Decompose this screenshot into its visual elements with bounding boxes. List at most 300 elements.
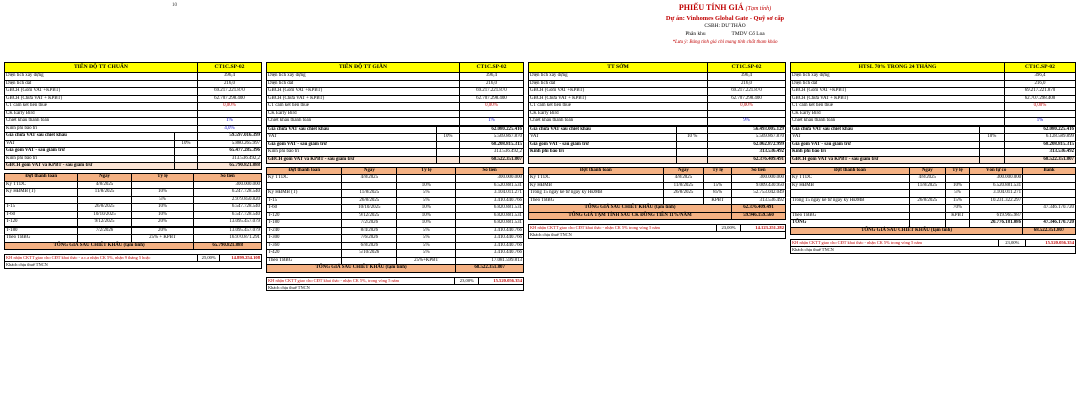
schedule-header-cell: Đợt thanh toán — [791, 168, 910, 175]
summary-label: Giá gồm VAT - sau giảm trừ — [529, 141, 677, 148]
schedule-cell: 8/4/2026 — [342, 227, 397, 234]
schedule-cell: 2.979.850.820 — [194, 196, 262, 203]
summary-label: VAT — [529, 134, 677, 141]
info-label: Kinh phí bảo trì — [5, 125, 198, 132]
schedule-cell: 10.231.322.297 — [970, 197, 1023, 204]
schedule-header-row — [267, 168, 524, 175]
table-row — [267, 257, 524, 264]
schedule-cell — [267, 182, 342, 189]
schedule-cell: 10/10/2025 — [78, 211, 131, 218]
info-row — [267, 80, 524, 87]
panel-title: HTSL 70% TRONG 24 THÁNG — [791, 63, 1005, 73]
extra-total-row — [529, 212, 786, 219]
info-value: 216,0 — [1004, 80, 1075, 87]
summary-label: Kinh phí bảo trì — [5, 155, 175, 162]
summary-row — [5, 148, 262, 155]
schedule-cell: 5% — [945, 190, 969, 197]
schedule-cell — [342, 182, 397, 189]
summary-row — [267, 134, 524, 141]
grand-total-row — [267, 265, 524, 272]
info-value: 396,4 — [459, 73, 523, 80]
schedule-cell: 10/10/2025 — [342, 205, 397, 212]
grand-total-row — [5, 242, 262, 249]
schedule-cell: 3.410.440.766 — [456, 197, 524, 204]
summary-label — [529, 156, 677, 163]
schedule-cell — [5, 196, 78, 203]
summary-value: 56.493.005.129 — [707, 126, 785, 133]
schedule-cell — [945, 220, 969, 227]
info-row — [5, 118, 262, 125]
schedule-cell: Trong 15 ngày kể từ ngày ký HĐMB — [529, 190, 664, 197]
mid-total-label: TỔNG GIÁ SAU CHIẾT KHẤU (tạm tính) — [529, 205, 732, 212]
summary-value: 68.522.351.807 — [1004, 156, 1075, 163]
summary-row — [5, 155, 262, 162]
table-row — [791, 205, 1076, 212]
summary-value: 62.376.409.491 — [707, 156, 785, 163]
schedule-cell: 6.547.728.540 — [194, 211, 262, 218]
footer-table — [790, 239, 1076, 254]
info-label: GBCH (Gồm VAT +KPBT) — [267, 88, 460, 95]
info-row — [791, 118, 1076, 125]
panel-title-row — [5, 63, 262, 73]
schedule-cell: 85% — [704, 190, 732, 197]
summary-row — [267, 141, 524, 148]
schedule-cell: 5% — [397, 190, 456, 197]
info-value: 0,00% — [459, 103, 523, 110]
summary-value: 65.477.285.396 — [197, 148, 261, 155]
panel-code: CT1C.SP-02 — [707, 63, 785, 73]
schedule-table — [790, 167, 1076, 235]
schedule-cell: KPBT — [704, 197, 732, 204]
footer-rate: 23,00% — [455, 277, 479, 284]
summary-row — [267, 126, 524, 133]
summary-value: 313.536.492 — [707, 149, 785, 156]
schedule-cell: 300.000.000 — [732, 175, 786, 182]
summary-label: VAT — [5, 140, 175, 147]
schedule-cell: Ký TTDC — [267, 175, 342, 182]
schedule-cell: T-15 — [267, 197, 342, 204]
schedule-header-row — [5, 174, 262, 181]
summary-rate — [437, 126, 460, 133]
schedule-cell: 15% — [704, 182, 732, 189]
schedule-cell: Ký HĐMB — [791, 182, 910, 189]
info-label: GBCH (Gồm VAT +KPBT) — [5, 88, 198, 95]
summary-value: 68.208.815.315 — [459, 141, 523, 148]
schedule-cell — [78, 235, 131, 242]
summary-row — [267, 149, 524, 156]
schedule-cell — [397, 175, 456, 182]
summary-value: 65.790.821.888 — [197, 163, 261, 170]
info-value: 69.217.221.870 — [459, 88, 523, 95]
schedule-cell: T-60 — [5, 211, 78, 218]
panel-code: CT1C.SP-02 — [459, 63, 523, 73]
table-row — [267, 205, 524, 212]
info-value — [197, 110, 261, 117]
grand-total-value: 65.790.821.888 — [194, 242, 262, 249]
schedule-cell: 13.095.457.079 — [194, 227, 262, 234]
footer-row — [5, 255, 262, 262]
schedule-cell: 6.820.881.531 — [456, 212, 524, 219]
summary-row — [5, 133, 262, 140]
panel-title: TIẾN ĐỘ TT CHUẨN — [5, 63, 198, 73]
schedule-cell: T-420 — [267, 250, 342, 257]
schedule-cell: 6/8/2026 — [342, 242, 397, 249]
schedule-cell: 5% — [397, 250, 456, 257]
schedule-cell: Theo TBBG — [791, 212, 910, 219]
page-number: 10 — [172, 3, 177, 8]
schedule-cell: Theo TBBG — [267, 257, 342, 264]
summary-rate: 10% — [437, 134, 460, 141]
schedule-header-cell: Vốn tự có — [970, 168, 1023, 175]
info-row — [267, 73, 524, 80]
schedule-cell: T-180 — [267, 220, 342, 227]
schedule-cell: 10% — [131, 211, 194, 218]
summary-rate: 10% — [979, 134, 1004, 141]
schedule-header-cell: Ngày — [909, 168, 945, 175]
schedule-header-cell: Ngày — [342, 168, 397, 175]
table-row — [791, 212, 1076, 219]
summary-label: VAT — [791, 134, 980, 141]
summary-rate — [979, 126, 1004, 133]
schedule-cell: 11/8/2025 — [663, 182, 704, 189]
footer-rate: 25,00% — [198, 255, 220, 262]
summary-label: Giá chưa VAT sau chiết khấu — [791, 126, 980, 133]
schedule-cell: Theo TBBG — [5, 235, 78, 242]
schedule-header-cell: Số tiền — [732, 168, 786, 175]
info-row — [791, 80, 1076, 87]
info-row — [791, 110, 1076, 117]
table-row — [529, 182, 786, 189]
summary-label: Kinh phí bảo trì — [267, 149, 437, 156]
schedule-header-row — [529, 168, 786, 175]
schedule-header-row — [791, 168, 1076, 175]
schedule-cell: 47.346.170.720 — [1023, 220, 1076, 227]
table-row — [529, 190, 786, 197]
schedule-header-cell: Tỷ lệ — [945, 168, 969, 175]
schedule-cell: 300.000.000 — [194, 181, 262, 188]
summary-rate — [979, 149, 1004, 156]
schedule-cell: 7/2/2026 — [342, 220, 397, 227]
summary-label: GBCH gồm VAT và KPBT - sau giảm trừ — [5, 163, 175, 170]
owner-line: CSBH: DƯ THẢO — [704, 22, 746, 29]
info-label: Chiết khấu thanh toán — [529, 118, 708, 125]
schedule-cell: KPBT — [945, 212, 969, 219]
panel-title-row — [529, 63, 786, 73]
summary-label: Giá chưa VAT sau chiết khấu — [267, 126, 437, 133]
schedule-cell: TỔNG — [791, 220, 910, 227]
summary-rate — [175, 148, 198, 155]
schedule-cell: 25%+KPBT — [397, 257, 456, 264]
summary-label: GBCH gồm VAT và KPBT - sau giảm trừ — [791, 156, 980, 163]
panel-title: TIẾN ĐỘ TT GIÃN — [267, 63, 460, 73]
footer-note: KH nhận CKTT giao cho CĐT khai thác - nhận CK 5% trong vòng 5 năm — [791, 240, 999, 247]
schedule-cell: 26/8/2025 — [663, 190, 704, 197]
info-label: Diện tích đất — [529, 80, 708, 87]
schedule-cell: 16.970.871.291 — [194, 235, 262, 242]
table-row — [267, 242, 524, 249]
schedule-cell: T-120 — [5, 219, 78, 226]
info-value — [459, 110, 523, 117]
table-row — [5, 235, 262, 242]
schedule-cell: 11/8/2025 — [342, 190, 397, 197]
table-row — [267, 190, 524, 197]
schedule-cell: 7/6/2026 — [342, 235, 397, 242]
schedule-cell — [1023, 182, 1076, 189]
schedule-cell: 6.247.728.540 — [194, 189, 262, 196]
schedule-cell: 3.104.011.271 — [970, 190, 1023, 197]
info-value — [707, 110, 785, 117]
schedule-cell — [704, 175, 732, 182]
table-row — [791, 197, 1076, 204]
schedule-cell: 6.520.881.531 — [456, 182, 524, 189]
summary-value: 62.080.225.416 — [1004, 126, 1075, 133]
schedule-header-cell: Bank — [1023, 168, 1076, 175]
table-row — [267, 197, 524, 204]
summary-value: 5.569.867.870 — [707, 134, 785, 141]
table-row — [791, 220, 1076, 227]
schedule-cell: 26/8/2025 — [909, 197, 945, 204]
summary-value: 313.536.492,2 — [459, 149, 523, 156]
schedule-header-cell: Đợt thanh toán — [5, 174, 78, 181]
schedule-cell: 11/8/2025 — [78, 189, 131, 196]
summary-value: 313.536.492,2 — [197, 155, 261, 162]
schedule-cell: 52.753.042.049 — [732, 190, 786, 197]
schedule-cell: 4/8/2025 — [909, 175, 945, 182]
schedule-cell: 6.520.881.531 — [970, 182, 1023, 189]
table-row — [5, 181, 262, 188]
schedule-cell: Ký TTDC — [529, 175, 664, 182]
schedule-cell: 3.410.440.766 — [456, 227, 524, 234]
panel-code: CT1C.SP-02 — [197, 63, 261, 73]
branch-label: Phân khu — [685, 30, 706, 37]
footer-rate: 23,00% — [999, 240, 1026, 247]
schedule-cell: 20% — [131, 227, 194, 234]
panel-info-table — [790, 62, 1076, 164]
info-value: 0,00% — [1004, 103, 1075, 110]
schedule-cell: 15% — [945, 197, 969, 204]
table-row — [267, 182, 524, 189]
schedule-cell: 26/8/2025 — [78, 204, 131, 211]
panel-title-row — [267, 63, 524, 73]
info-value: 216,0 — [707, 80, 785, 87]
info-label: Diện tích xây dựng — [5, 73, 198, 80]
summary-label: Giá gồm VAT - sau giảm trừ — [267, 141, 437, 148]
table-row — [5, 227, 262, 234]
grand-total-label: TỔNG GIÁ SAU CHIẾT KHẤU (tạm tính) — [791, 227, 1023, 234]
schedule-cell — [909, 212, 945, 219]
panel-title: TT SỚM — [529, 63, 708, 73]
table-row — [529, 197, 786, 204]
footer-row-2 — [5, 262, 262, 269]
schedule-cell: 3.410.440.766 — [456, 235, 524, 242]
info-row — [5, 73, 262, 80]
schedule-cell — [1023, 197, 1076, 204]
summary-row — [791, 156, 1076, 163]
info-value: 62.707.298.400 — [197, 95, 261, 102]
schedule-cell: 300.000.000 — [970, 175, 1023, 182]
info-label: CK Early Bird — [5, 110, 198, 117]
info-row — [791, 88, 1076, 95]
schedule-cell — [909, 205, 945, 212]
schedule-header-cell: Đợt thanh toán — [267, 168, 342, 175]
schedule-cell — [791, 190, 910, 197]
summary-label: Giá gồm VAT - sau giảm trừ — [791, 141, 980, 148]
schedule-cell: 6.547.728.540 — [194, 204, 262, 211]
schedule-cell: 5% — [131, 196, 194, 203]
summary-row — [791, 141, 1076, 148]
info-label: GBCH (Chưa VAT + KPBT) — [791, 95, 1005, 102]
panel-loan — [790, 62, 1076, 254]
info-value: 396,4 — [197, 73, 261, 80]
summary-row — [529, 126, 786, 133]
summary-label: Kinh phí bảo trì — [791, 149, 980, 156]
info-value: 62.707.298.400 — [707, 95, 785, 102]
info-label: CK Early Bird — [267, 110, 460, 117]
schedule-cell: 25% + KPBT — [131, 235, 194, 242]
summary-rate — [175, 155, 198, 162]
info-value — [1004, 110, 1075, 117]
footer-row — [529, 225, 786, 232]
info-label: CT cam kết tiền thuê — [267, 103, 460, 110]
summary-rate — [437, 149, 460, 156]
schedule-cell: 4/8/2025 — [663, 175, 704, 182]
table-row — [267, 175, 524, 182]
info-row — [529, 88, 786, 95]
summary-rate — [979, 156, 1004, 163]
schedule-header-cell: Số tiền — [456, 168, 524, 175]
schedule-cell: 10% — [131, 189, 194, 196]
footer-row-2 — [267, 284, 524, 291]
schedule-cell: 3.104.011.271 — [456, 190, 524, 197]
summary-value: 68.208.815.315 — [1004, 141, 1075, 148]
summary-label: Giá chưa VAT sau chiết khấu — [529, 126, 677, 133]
footer-value: 15.520.056.354 — [1026, 240, 1076, 247]
footer-note: KH nhận CKTT giao cho CĐT khai thác - nhận CK 5%, trong vòng 5 năm — [267, 277, 455, 284]
footer-note: KH nhận CKTT giao cho CĐT khai thác - a.c.a nhận CK 5%, nhận 9 tháng 5 hoặc — [5, 255, 198, 262]
info-row — [529, 73, 786, 80]
schedule-cell: T-60 — [267, 205, 342, 212]
summary-row — [529, 156, 786, 163]
info-label: Diện tích xây dựng — [529, 73, 708, 80]
panel-extended — [266, 62, 524, 291]
summary-value: 313.536.492 — [1004, 149, 1075, 156]
schedule-header-cell: Tỷ lệ — [704, 168, 732, 175]
info-label: CK Early Bird — [791, 110, 1005, 117]
summary-rate — [677, 141, 708, 148]
header-note: *Lưu ý: Bảng tính giá chỉ mang tính chất tham khảo — [672, 39, 778, 45]
table-row — [267, 220, 524, 227]
schedule-cell: T-15 — [5, 204, 78, 211]
info-label: GBCH (Chưa VAT + KPBT) — [529, 95, 708, 102]
schedule-cell — [78, 196, 131, 203]
table-row — [791, 182, 1076, 189]
table-row — [267, 212, 524, 219]
info-row — [529, 103, 786, 110]
table-row — [791, 190, 1076, 197]
info-value: 1% — [459, 118, 523, 125]
footer-note-2: Khách chịu thuế TNCN — [267, 284, 524, 291]
table-row — [5, 211, 262, 218]
info-label: Diện tích xây dựng — [791, 73, 1005, 80]
schedule-header-cell: Ngày — [663, 168, 704, 175]
table-row — [267, 227, 524, 234]
footer-note-2: Khách chịu thuế TNCN — [791, 247, 1076, 254]
table-row — [5, 204, 262, 211]
schedule-cell: 17.081.599.813 — [456, 257, 524, 264]
info-label: CT cam kết tiền thuê — [791, 103, 1005, 110]
panel-code: CT1C.SP-02 — [1004, 63, 1075, 73]
schedule-table — [4, 173, 262, 250]
info-label: Diện tích đất — [791, 80, 1005, 87]
info-row — [267, 103, 524, 110]
schedule-header-cell: Tỷ lệ — [131, 174, 194, 181]
info-value: 0,00% — [707, 103, 785, 110]
info-label: GBCH (Chưa VAT + KPBT) — [267, 95, 460, 102]
info-value: 62.707.298.400 — [459, 95, 523, 102]
table-row — [5, 196, 262, 203]
schedule-cell — [131, 181, 194, 188]
summary-row — [529, 141, 786, 148]
document-title-note: (Tạm tính) — [745, 6, 772, 12]
info-row — [5, 125, 262, 132]
table-row — [791, 175, 1076, 182]
schedule-header-cell: Số tiền — [194, 174, 262, 181]
schedule-cell: T-300 — [267, 235, 342, 242]
extra-total-label: TỔNG GIÁ TẠM TÍNH SAU CK ĐỒNG TIỀN 11%/NĂM — [529, 212, 732, 219]
info-label: CT cam kết tiền thuê — [5, 103, 198, 110]
info-row — [791, 103, 1076, 110]
info-value: 396,4 — [707, 73, 785, 80]
schedule-cell: 10% — [397, 205, 456, 212]
info-row — [267, 110, 524, 117]
footer-table — [266, 277, 524, 292]
schedule-cell — [663, 197, 704, 204]
footer-value: 15.520.056.354 — [479, 277, 524, 284]
info-label: Chiết khấu thanh toán — [5, 118, 198, 125]
info-label: GBCH (Gồm VAT +KPBT) — [529, 88, 708, 95]
schedule-cell: 5% — [397, 197, 456, 204]
grand-total-label: TỔNG GIÁ SAU CHIẾT KHẤU (tạm tính) — [5, 242, 194, 249]
schedule-cell — [1023, 175, 1076, 182]
summary-row — [791, 134, 1076, 141]
schedule-cell: T-180 — [5, 227, 78, 234]
info-value: 4,0% — [197, 125, 261, 132]
info-value: 1% — [197, 118, 261, 125]
summary-value: 5.880.265.997 — [197, 140, 261, 147]
schedule-cell: 10% — [397, 182, 456, 189]
schedule-cell — [945, 175, 969, 182]
summary-label: GBCH gồm VAT và KPBT - sau giảm trừ — [267, 156, 437, 163]
schedule-cell: 3.410.440.766 — [456, 250, 524, 257]
table-row — [267, 235, 524, 242]
schedule-cell: 9.009.430.950 — [732, 182, 786, 189]
schedule-cell — [909, 220, 945, 227]
schedule-cell: 300.000.000 — [456, 175, 524, 182]
info-value: 0,00% — [197, 103, 261, 110]
schedule-cell — [1023, 190, 1076, 197]
schedule-cell: 47.346.170.720 — [1023, 205, 1076, 212]
schedule-cell: 619.965.987 — [970, 212, 1023, 219]
table-row — [267, 250, 524, 257]
schedule-cell — [342, 257, 397, 264]
document-title: PHIẾU TÍNH GIÁ (Tạm tính) — [678, 3, 772, 12]
schedule-cell — [970, 205, 1023, 212]
schedule-cell: 7/2/2026 — [78, 227, 131, 234]
summary-value: 5.569.867.870 — [459, 134, 523, 141]
schedule-cell: Ký TTDC — [5, 181, 78, 188]
summary-rate — [677, 156, 708, 163]
schedule-cell: 3.410.440.766 — [456, 242, 524, 249]
